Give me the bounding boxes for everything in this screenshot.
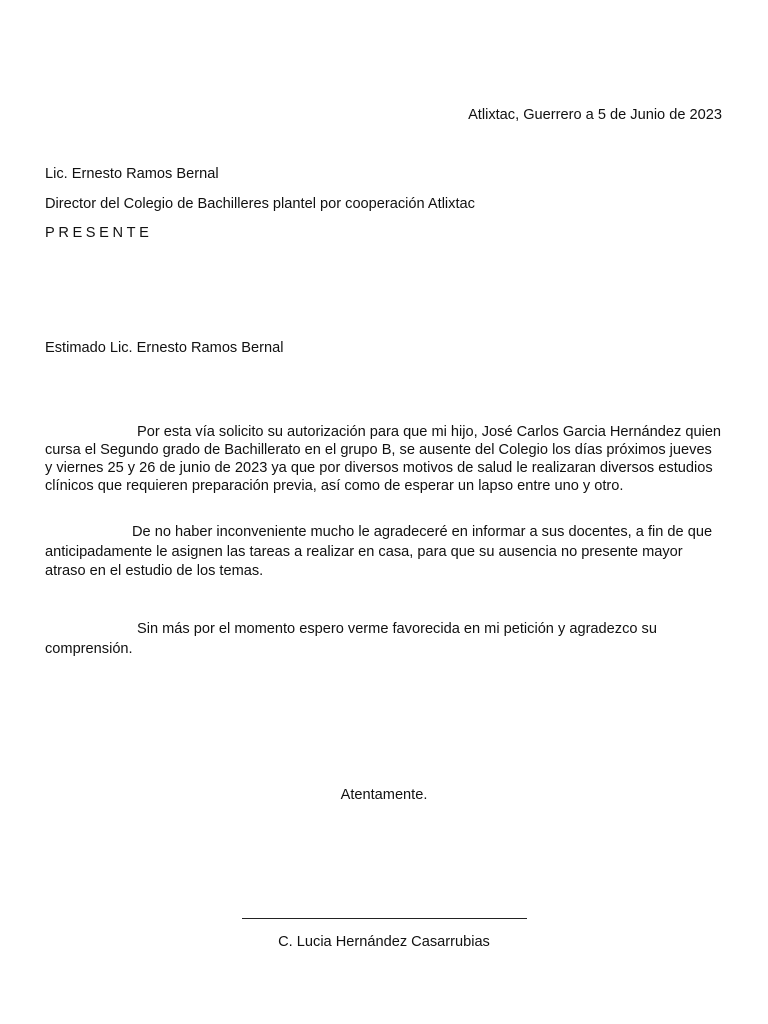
recipient-name: Lic. Ernesto Ramos Bernal: [45, 166, 219, 182]
greeting: Estimado Lic. Ernesto Ramos Bernal: [45, 340, 284, 356]
body-paragraph-1-text: Por esta vía solicito su autorización para que mi hijo, José Carlos Garcia Hernández quien cursa el Segundo grado de Bachillerato en el grupo B, se ausente del Colegio los días próximos jueves y viernes 25 y 26 de junio de 2023 ya que por diversos motivos de salud le realizaran diversos estudios clínicos que requieren preparación previa, así como de esperar un lapso entre uno y otro.: [45, 424, 722, 494]
presente-heading: PRESENTE: [45, 225, 153, 241]
closing: Atentamente.: [340, 787, 428, 803]
body-paragraph-3: [45, 620, 723, 659]
body-paragraph-3-text: Sin más por el momento espero verme favorecida en mi petición y agradezco su comprensión.: [45, 621, 657, 657]
body-paragraph-2-text: De no haber inconveniente mucho le agradeceré en informar a sus docentes, a fin de que anticipadamente le asignen las tareas a realizar en casa, para que su ausencia no presente mayor atraso en el estudio de los temas.: [45, 524, 713, 579]
signature-line: [242, 918, 527, 919]
signer-name: C. Lucia Hernández Casarrubias: [278, 934, 490, 950]
body-paragraph-1: [45, 423, 723, 495]
date-line: Atlixtac, Guerrero a 5 de Junio de 2023: [468, 107, 722, 123]
recipient-title: Director del Colegio de Bachilleres plantel por cooperación Atlixtac: [45, 196, 475, 212]
body-paragraph-2: [45, 523, 723, 582]
